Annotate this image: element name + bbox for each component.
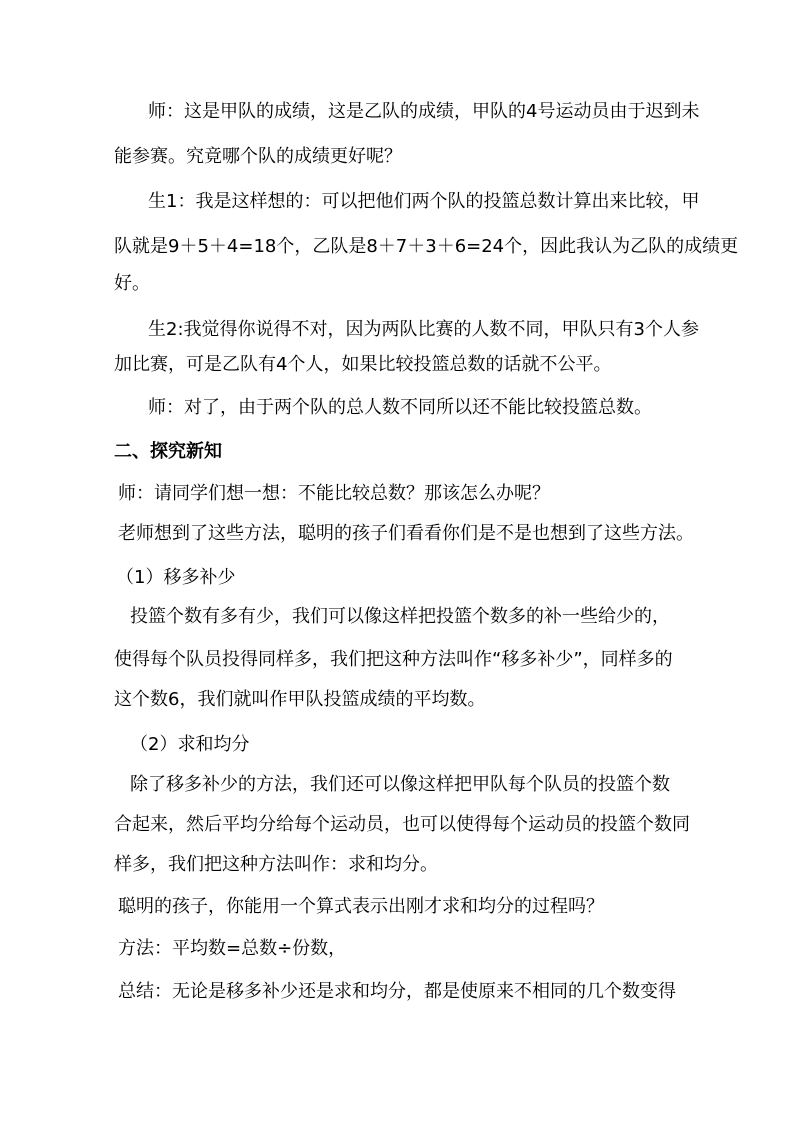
paragraph-line: 师：对了，由于两个队的总人数不同所以还不能比较投篮总数。 — [148, 397, 652, 418]
paragraph-line: 投篮个数有多有少，我们可以像这样把投篮个数多的补一些给少的， — [130, 606, 670, 627]
paragraph-line: 这个数6，我们就叫作甲队投篮成绩的平均数。 — [114, 689, 486, 710]
paragraph-line: 能参赛。究竟哪个队的成绩更好呢？ — [114, 146, 402, 167]
paragraph-line: 生1：我是这样想的：可以把他们两个队的投篮总数计算出来比较，甲 — [148, 191, 700, 212]
paragraph-line: 聪明的孩子，你能用一个算式表示出刚才求和均分的过程吗？ — [118, 896, 604, 917]
paragraph-line: 师：请同学们想一想：不能比较总数？那该怎么办呢？ — [118, 483, 550, 504]
paragraph-line: 加比赛，可是乙队有4个人，如果比较投篮总数的话就不公平。 — [114, 354, 612, 375]
paragraph-line: 生2:我觉得你说得不对，因为两队比赛的人数不同，甲队只有3个人参 — [148, 319, 699, 340]
paragraph-line: 使得每个队员投得同样多，我们把这种方法叫作“移多补少”，同样多的 — [114, 649, 673, 670]
paragraph-line: 方法：平均数=总数÷份数， — [118, 938, 347, 959]
paragraph-line: 除了移多补少的方法，我们还可以像这样把甲队每个队员的投篮个数 — [130, 774, 670, 795]
paragraph-line: 队就是9＋5＋4=18个，乙队是8＋7＋3＋6=24个，因此我认为乙队的成绩更 — [114, 236, 739, 257]
paragraph-line: 师：这是甲队的成绩，这是乙队的成绩，甲队的4号运动员由于迟到未 — [148, 101, 700, 122]
paragraph-line: 总结：无论是移多补少还是求和均分，都是使原来不相同的几个数变得 — [118, 981, 676, 1002]
paragraph-line: 样多，我们把这种方法叫作：求和均分。 — [114, 854, 438, 875]
section-heading: 二、探究新知 — [114, 441, 222, 462]
paragraph-line: 好。 — [114, 273, 150, 294]
paragraph-line: 老师想到了这些方法，聪明的孩子们看看你们是不是也想到了这些方法。 — [118, 523, 694, 544]
subsection-heading: （2）求和均分 — [130, 734, 250, 755]
paragraph-line: 合起来，然后平均分给每个运动员，也可以使得每个运动员的投篮个数同 — [114, 814, 690, 835]
subsection-heading: （1）移多补少 — [116, 567, 236, 588]
